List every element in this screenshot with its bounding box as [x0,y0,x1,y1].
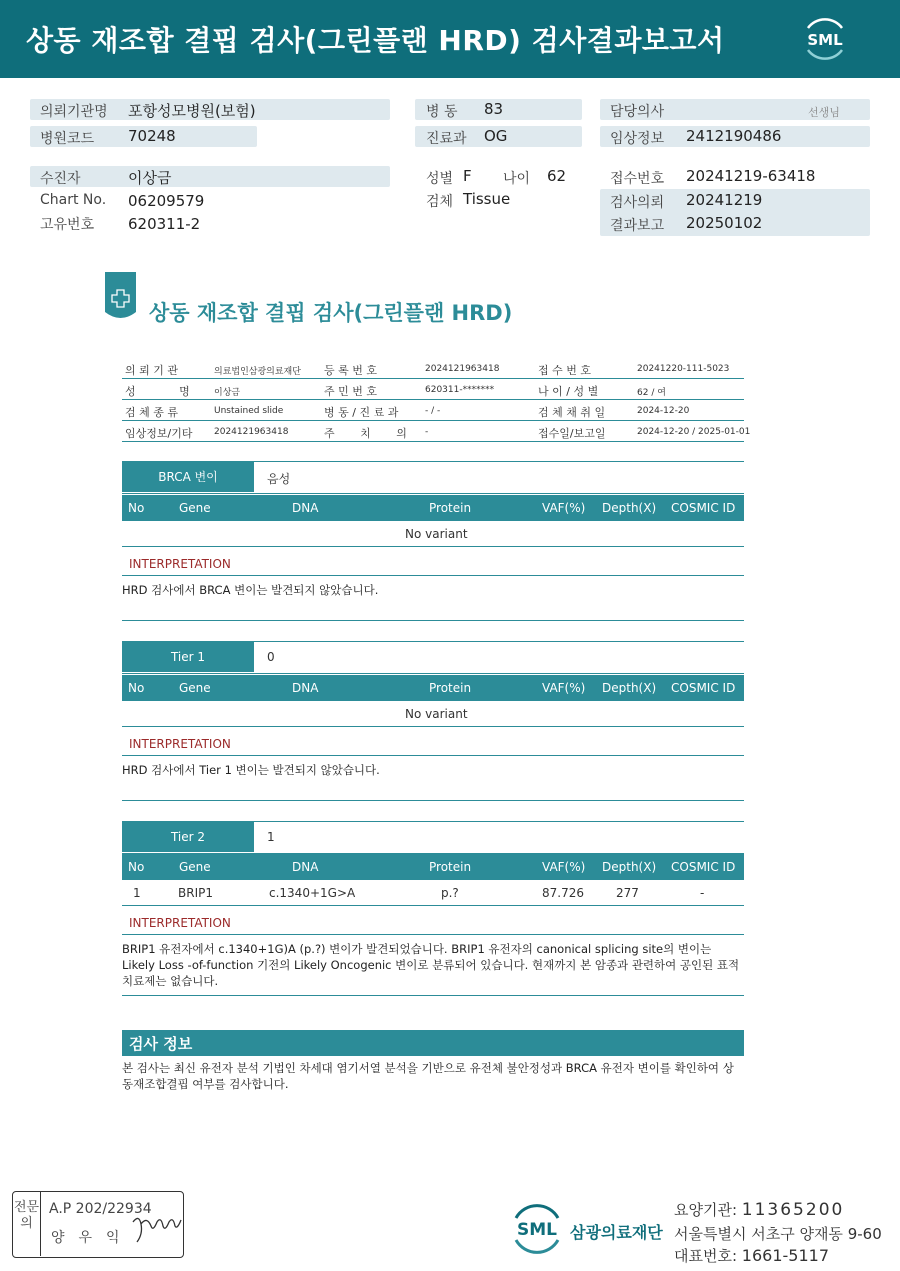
age-label: 나이 [503,171,531,187]
section-title: 상동 재조합 결핍 검사(그린플랜 HRD) [149,301,513,325]
clinical-value: 2412190486 [686,127,782,145]
ward-label: 병 동 [426,104,458,120]
uid-value: 620311-2 [128,215,201,233]
brca-value: 음성 [267,472,291,486]
tier2-block-header [122,821,744,854]
dept-value: OG [484,127,508,145]
footer-address: 서울특별시 서초구 양재동 9-60 [674,1225,882,1243]
institution-value: 포항성모병원(보험) [128,102,256,120]
footer-phone: 대표번호: 1661-5117 [674,1246,830,1265]
tier2-label: Tier 2 [122,822,254,852]
table-row: No variant [122,701,744,727]
chart-label: Chart No. [40,192,107,208]
table-header: No Gene DNA Protein VAF(%) Depth(X) COSMIC ID [122,495,744,521]
doctor-name: 양우익 [51,1230,134,1246]
clinical-label: 임상정보 [610,131,665,147]
interpretation-header: INTERPRETATION [122,729,744,756]
sex-value: F [463,167,472,185]
variant-row: 1 BRIP1 c.1340+1G>A p.? 87.726 277 - [122,880,744,906]
exam-info-title: 검사 정보 [122,1030,744,1056]
patient-value: 이상금 [128,169,172,187]
medical-cross-icon [105,272,136,322]
dept-label: 진료과 [426,131,467,147]
chart-value: 06209579 [128,192,205,210]
table-header: No Gene DNA Protein VAF(%) Depth(X) COSMIC ID [122,854,744,880]
ap-number: A.P 202/22934 [49,1201,152,1217]
interpretation-header: INTERPRETATION [122,549,744,576]
sml-footer-logo-icon [508,1200,566,1256]
footer-org-name: 삼광의료재단 [570,1223,663,1242]
uid-label: 고유번호 [40,217,95,233]
interpretation-header: INTERPRETATION [122,908,744,935]
svg-text:SML: SML [517,1220,557,1240]
signature-icon [129,1208,183,1248]
sml-logo-icon [800,14,850,64]
report-title: 상동 재조합 결핍 검사(그린플랜 HRD) 검사결과보고서 [26,24,725,57]
brca-block-header [122,461,744,494]
exam-info-text: 본 검사는 최신 유전자 분석 기법인 차세대 염기서열 분석을 기반으로 유전체 불안정성과 BRCA 유전자 변이를 확인하여 상동재조합결핍 여부를 검사합니다. [122,1061,734,1091]
doctor-suffix: 선생님 [808,106,840,119]
page-header [0,0,900,78]
specimen-label: 검체 [426,194,454,210]
request-label: 검사의뢰 [610,195,665,211]
interpretation-text: HRD 검사에서 Tier 1 변이는 발견되지 않았습니다. [122,763,380,777]
institution-label: 의뢰기관명 [40,104,108,120]
footer-code: 요양기관: 11365200 [674,1200,845,1220]
specialist-label: 전문의 [13,1192,41,1256]
result-value: 20250102 [686,214,763,232]
specimen-value: Tissue [463,190,511,208]
tier1-label: Tier 1 [122,642,254,672]
info-row: 검 체 종 류 Unstained slide 병 동 / 진 료 과 - / - 검 체 채 취 일 2024-12-20 [122,400,744,421]
tier1-value: 0 [267,650,275,664]
interpretation-text: BRIP1 유전자에서 c.1340+1G)A (p.?) 변이가 발견되었습니다. BRIP1 유전자의 canonical splicing site의 변이는 Likely Loss -of-function 기전의 Likely Oncogenic 변이로 분류되어 있습니다. 현재까지 본 암종과 관련하여 공인된 표적치료제는 없습니다. [122,942,740,988]
info-row: 임상정보/기타 2024121963418 주 치 의 - 접수일/보고일 2024-12-20 / 2025-01-01 [122,421,744,442]
hospital-code-value: 70248 [128,127,176,145]
request-value: 20241219 [686,191,763,209]
info-row: 의 뢰 기 관 의료법인삼광의료재단 등 록 번 호 2024121963418 접 수 번 호 20241220-111-5023 [122,358,744,379]
info-row: 성 명 이상금 주 민 번 호 620311-******* 나 이 / 성 별 62 / 여 [122,379,744,400]
tier1-block-header [122,641,744,674]
sex-label: 성별 [426,171,454,187]
tier2-value: 1 [267,830,275,844]
table-row: No variant [122,521,744,547]
table-header: No Gene DNA Protein VAF(%) Depth(X) COSMIC ID [122,675,744,701]
result-label: 결과보고 [610,218,665,234]
hospital-code-label: 병원코드 [40,131,95,147]
patient-label: 수진자 [40,171,81,187]
interpretation-text: HRD 검사에서 BRCA 변이는 발견되지 않았습니다. [122,583,379,597]
receipt-label: 접수번호 [610,171,665,187]
svg-text:SML: SML [807,31,843,49]
receipt-value: 20241219-63418 [686,167,816,185]
age-value: 62 [547,167,567,185]
brca-label: BRCA 변이 [122,462,254,492]
signature-box [12,1191,184,1258]
ward-value: 83 [484,100,504,118]
doctor-label: 담당의사 [610,104,665,120]
